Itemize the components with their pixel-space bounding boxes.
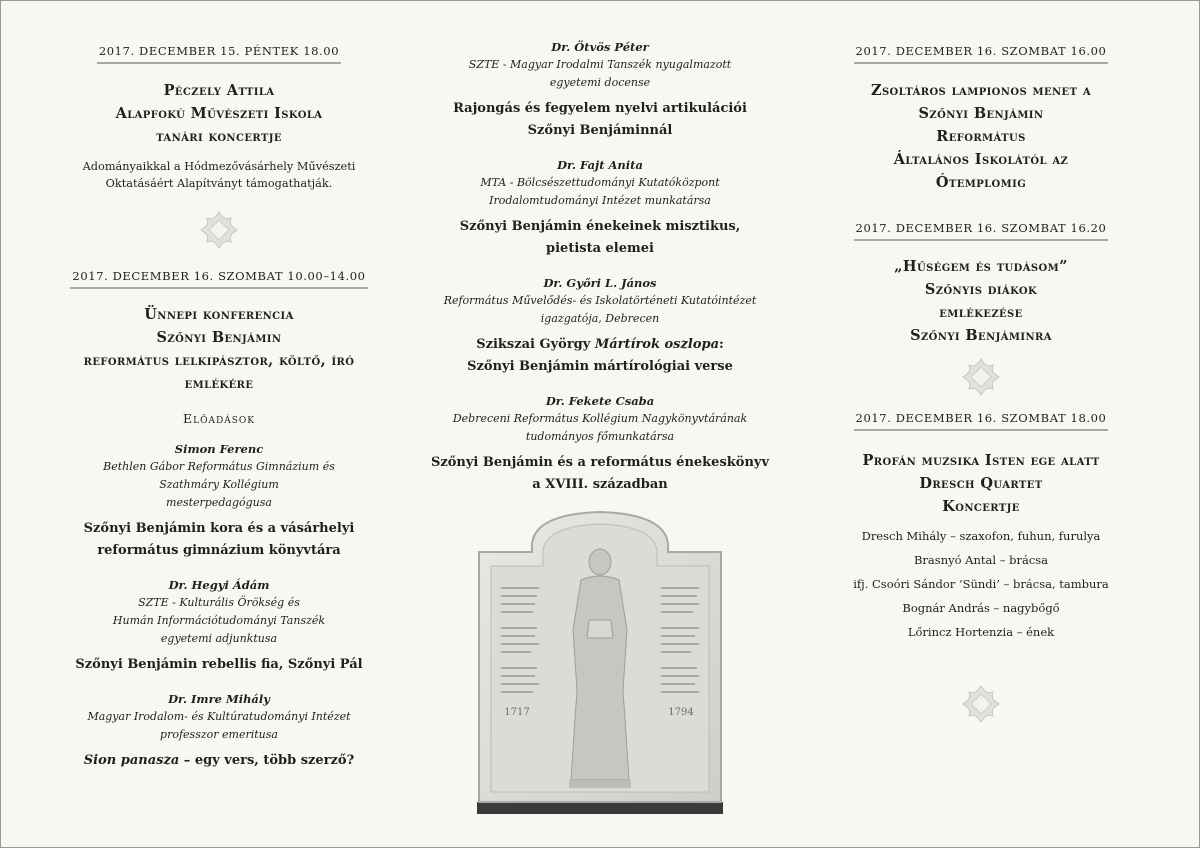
event-title <box>38 303 400 395</box>
talk-line: Szőnyi Benjámin rebellis fia, Szőnyi Pál <box>75 657 363 672</box>
speaker-name: Simon Ferenc <box>174 442 264 456</box>
title-line: Általános Iskolától az <box>893 151 1069 168</box>
speaker-name: Dr. Fajt Anita <box>557 158 643 172</box>
affil-line: Szathmáry Kollégium <box>159 478 279 491</box>
speaker-affiliation <box>420 174 780 210</box>
event-date: 2017. DECEMBER 16. SZOMBAT 18.00 <box>854 411 1109 431</box>
performer-list <box>800 524 1162 644</box>
speaker-affiliation <box>420 410 780 446</box>
event-title <box>800 449 1162 518</box>
performer-item: ifj. Csoóri Sándor ’Sündi’ – brácsa, tambura <box>853 577 1109 591</box>
talk-title <box>38 750 400 772</box>
title-line: Szőnyis diákok <box>924 281 1038 298</box>
event-date: 2017. DECEMBER 16. SZOMBAT 10.00–14.00 <box>70 269 367 289</box>
affil-line: Debreceni Református Kollégium Nagykönyvtárának <box>452 412 748 425</box>
affil-line: Irodalomtudományi Intézet munkatársa <box>489 194 711 207</box>
ornament-icon <box>961 684 1001 724</box>
talk-line: Szőnyi Benjáminnál <box>527 123 673 138</box>
title-line: tanári koncertje <box>156 128 282 145</box>
affil-line: mesterpedagógusa <box>166 496 272 509</box>
affil-line: egyetemi docense <box>549 76 651 89</box>
talk-end-part: : <box>719 337 724 352</box>
plaque-year-birth: 1717 <box>504 707 530 718</box>
affil-line: Humán Információtudományi Tanszék <box>112 614 326 627</box>
speaker-affiliation <box>38 594 400 648</box>
talk-title <box>420 216 780 260</box>
affil-line: Magyar Irodalom- és Kultúratudományi Intézet <box>87 710 351 723</box>
performer-item: Dresch Mihály – szaxofon, fuhun, furulya <box>861 529 1101 543</box>
speaker-affiliation <box>420 56 780 92</box>
speaker-name: Dr. Fekete Csaba <box>545 394 655 408</box>
title-line: Ünnepi konferencia <box>144 306 294 323</box>
left-column <box>38 0 400 772</box>
affil-line: egyetemi adjunktusa <box>160 632 278 645</box>
event-title <box>800 255 1162 347</box>
section-heading: Előadások <box>183 411 255 426</box>
speaker-affiliation <box>420 292 780 328</box>
title-line: Alapfokú Művészeti Iskola <box>115 105 323 122</box>
affil-line: Református Művelődés- és Iskolatörténeti Kutatóintézet <box>443 294 757 307</box>
talk-plain-part: Szikszai György <box>476 337 595 352</box>
affil-line: tudományos főmunkatársa <box>525 430 675 443</box>
event-date: 2017. DECEMBER 16. SZOMBAT 16.20 <box>854 221 1109 241</box>
affil-line: Bethlen Gábor Református Gimnázium és <box>103 460 335 473</box>
speaker-name: Dr. Győri L. János <box>543 276 657 290</box>
title-line: Profán muzsika Isten ege alatt <box>862 452 1100 469</box>
talk-title <box>420 334 780 378</box>
affil-line: MTA - Bölcsészettudományi Kutatóközpont <box>480 176 720 189</box>
talk-rest-part: – egy vers, több szerző? <box>179 753 355 768</box>
talk-line: Szőnyi Benjámin mártírológiai verse <box>467 359 733 374</box>
speaker-name: Dr. Imre Mihály <box>168 692 270 706</box>
title-line: Péczely Attila <box>163 82 275 99</box>
note-line: Adományaikkal a Hódmezővásárhely Művészeti <box>82 160 356 173</box>
ornament-icon <box>199 210 239 250</box>
performer-item: Brasnyó Antal – brácsa <box>913 553 1049 567</box>
title-line: Szőnyi Benjámin <box>156 329 282 346</box>
affil-line: SZTE - Kulturális Örökség és <box>138 596 300 609</box>
title-line: emlékére <box>184 375 254 392</box>
event-title <box>800 79 1162 194</box>
talk-line: Szőnyi Benjámin kora és a vásárhelyi <box>83 521 355 536</box>
plaque-year-death: 1794 <box>668 707 694 718</box>
talk-line: Rajongás és fegyelem nyelvi artikulációi <box>453 101 747 116</box>
title-line: Dresch Quartet <box>919 475 1043 492</box>
affil-line: professzor emeritusa <box>160 728 278 741</box>
middle-column <box>420 0 780 814</box>
speaker-name: Dr. Ötvös Péter <box>551 40 649 54</box>
affil-line: SZTE - Magyar Irodalmi Tanszék nyugalmazott <box>468 58 732 71</box>
memorial-plaque-image <box>477 510 723 814</box>
talk-title <box>420 98 780 142</box>
title-line: Ótemplomig <box>935 174 1027 191</box>
title-line: Református <box>936 128 1026 145</box>
title-line: „Hűségem és tudásom” <box>894 258 1068 275</box>
talk-title <box>38 518 400 562</box>
ornament-icon <box>961 357 1001 397</box>
talk-title <box>38 654 400 676</box>
title-line: emlékezése <box>939 304 1023 321</box>
talk-line: Szőnyi Benjámin énekeinek misztikus, <box>459 219 741 234</box>
speaker-affiliation <box>38 708 400 744</box>
title-line: Szőnyi Benjámin <box>918 105 1044 122</box>
event-date: 2017. DECEMBER 16. SZOMBAT 16.00 <box>854 44 1109 64</box>
title-line: református lelkipásztor, költő, író <box>83 352 355 369</box>
title-line: Zsoltáros lampionos menet a <box>870 82 1092 99</box>
affil-line: igazgatója, Debrecen <box>540 312 660 325</box>
talk-line: pietista elemei <box>546 241 654 256</box>
event-title <box>38 79 400 148</box>
talk-line: Szőnyi Benjámin és a református énekeskönyv <box>430 455 770 470</box>
talk-title <box>420 452 780 496</box>
talk-line: református gimnázium könyvtára <box>97 543 341 558</box>
note-line: Oktatásáért Alapítványt támogathatják. <box>105 177 333 190</box>
performer-item: Bognár András – nagybőgő <box>902 601 1060 615</box>
talk-line: a XVIII. században <box>532 477 668 492</box>
donation-note <box>38 158 400 192</box>
speaker-name: Dr. Hegyi Ádám <box>168 578 270 592</box>
talk-italic-part: Mártírok oszlopa <box>594 337 719 352</box>
right-column <box>800 0 1162 724</box>
talk-italic-part: Sion panasza <box>83 753 180 768</box>
performer-item: Lőrincz Hortenzia – ének <box>907 625 1055 639</box>
speaker-affiliation <box>38 458 400 512</box>
title-line: Szőnyi Benjáminra <box>910 327 1052 344</box>
title-line: Koncertje <box>942 498 1020 515</box>
event-date: 2017. DECEMBER 15. PÉNTEK 18.00 <box>97 44 341 64</box>
